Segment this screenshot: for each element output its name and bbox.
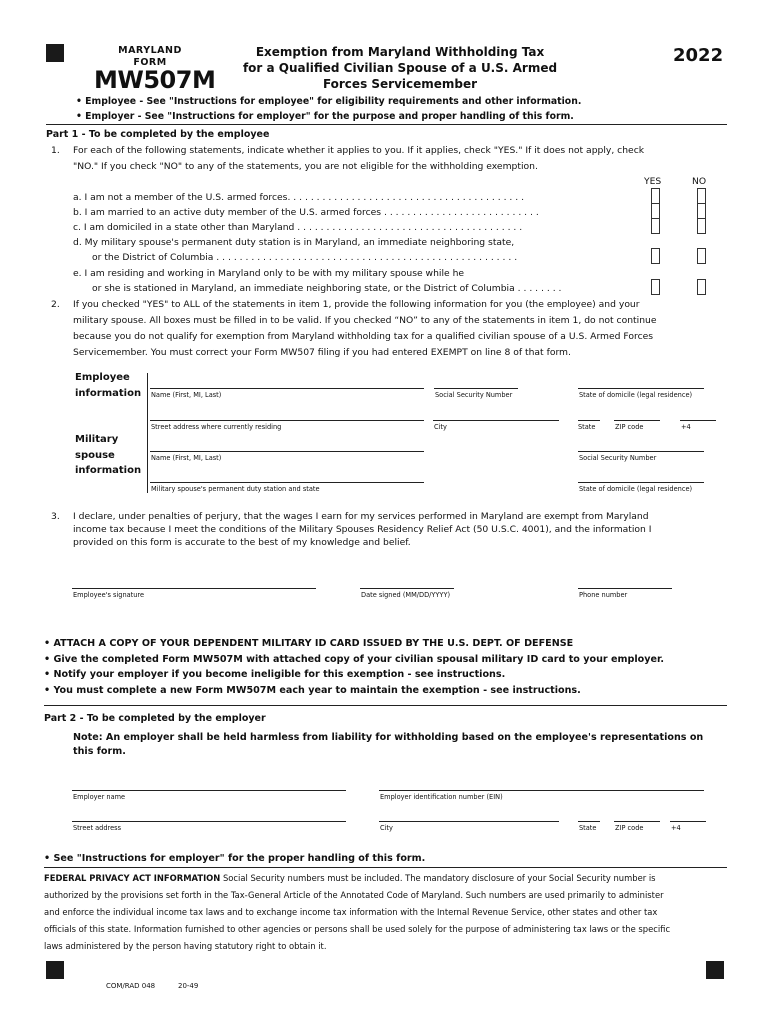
registration-mark-bottom-right <box>706 961 724 979</box>
privacy-divider <box>44 867 727 868</box>
employee-info-label-line2: information <box>75 388 142 399</box>
employee-zip4-label: +4 <box>681 423 691 431</box>
employee-zip-label: ZIP code <box>615 423 644 431</box>
employer-note-line1: Note: An employer shall be held harmless from liability for withholding based on the employee's representations on <box>73 732 704 743</box>
spouse-info-label-line1: Military <box>75 434 119 445</box>
title-line-2: for a Qualified Civilian Spouse of a U.S. Armed <box>242 61 558 75</box>
employee-name-field[interactable] <box>150 388 424 389</box>
employer-name-field[interactable] <box>72 790 346 791</box>
employee-zip4-field[interactable] <box>680 420 716 421</box>
tax-year: 2022 <box>673 45 724 66</box>
employer-zip-label: ZIP code <box>615 824 644 832</box>
part2-divider <box>44 705 727 706</box>
employer-city-label: City <box>380 824 393 832</box>
registration-mark-top-left <box>46 44 64 62</box>
info-block-divider <box>147 373 148 493</box>
statement-a-yes-checkbox[interactable] <box>651 188 660 204</box>
employee-domicile-label: State of domicile (legal residence) <box>579 391 693 399</box>
statement-e-no-checkbox[interactable] <box>697 279 706 295</box>
phone-number-label: Phone number <box>579 591 628 599</box>
item2-text-line3: because you do not qualify for exemption from Maryland withholding tax for a qualified civilian spouse of a U.S. Armed Forces <box>73 331 654 342</box>
spouse-name-label: Name (First, MI, Last) <box>151 454 222 462</box>
spouse-domicile-label: State of domicile (legal residence) <box>579 485 693 493</box>
employee-name-label: Name (First, MI, Last) <box>151 391 222 399</box>
form-code: COM/RAD 048 <box>106 982 156 990</box>
privacy-act-notice <box>44 871 734 954</box>
item1-number: 1. <box>51 145 60 156</box>
spouse-info-label-line2: spouse <box>75 450 115 461</box>
statement-b: b. I am married to an active duty member of the U.S. armed forces . . . . . . . . . . . . . . . . . . . . . . . . . . . <box>73 207 539 218</box>
employer-street-label: Street address <box>73 824 122 832</box>
employee-signature-field[interactable] <box>72 588 316 589</box>
employee-street-field[interactable] <box>150 420 424 421</box>
statement-a-no-checkbox[interactable] <box>697 188 706 204</box>
part2-heading: Part 2 - To be completed by the employer <box>44 713 266 724</box>
employer-city-field[interactable] <box>379 821 559 822</box>
employer-name-label: Employer name <box>73 793 126 801</box>
form-number: MW507M <box>94 66 216 94</box>
employee-state-label: State <box>578 423 596 431</box>
item3-text-line2: income tax because I meet the conditions of the Military Spouses Residency Relief Act (50 U.S.C. 4001), and the information I <box>73 524 652 535</box>
employee-street-label: Street address where currently residing <box>151 423 282 431</box>
form-title <box>225 44 575 92</box>
statement-c-yes-checkbox[interactable] <box>651 218 660 234</box>
item1-text-line2: "NO." If you check "NO" to any of the statements, you are not eligible for the withholding exemption. <box>73 161 538 172</box>
state-name: MARYLAND <box>118 45 182 56</box>
privacy-line1: Social Security numbers must be included. The mandatory disclosure of your Social Security number is <box>220 873 656 883</box>
employee-state-field[interactable] <box>578 420 600 421</box>
employee-city-field[interactable] <box>433 420 559 421</box>
spouse-ssn-field[interactable] <box>578 451 704 452</box>
statement-d-no-checkbox[interactable] <box>697 248 706 264</box>
notice-notify-employer: • Notify your employer if you become ineligible for this exemption - see instructions. <box>44 669 506 680</box>
form-revision: 20-49 <box>178 982 199 990</box>
employee-domicile-field[interactable] <box>578 388 704 389</box>
item2-text-line2: military spouse. All boxes must be filled in to be valid. If you checked “NO” to any of the statements in item 1, do not continue <box>73 315 657 326</box>
spouse-domicile-field[interactable] <box>578 482 704 483</box>
form-label: FORM <box>133 57 167 68</box>
privacy-line5: laws administered by the person having statutory right to obtain it. <box>44 941 327 951</box>
employee-city-label: City <box>434 423 447 431</box>
phone-number-field[interactable] <box>578 588 672 589</box>
employer-note-line2: this form. <box>73 746 126 757</box>
privacy-line3: and enforce the individual income tax laws and to exchange income tax information with the Internal Revenue Service, other states and other tax <box>44 907 658 917</box>
employee-instructions-note: • Employee - See "Instructions for employee" for eligibility requirements and other information. <box>76 96 582 107</box>
employee-zip-field[interactable] <box>614 420 660 421</box>
statement-d-line2: or the District of Columbia . . . . . . . . . . . . . . . . . . . . . . . . . . . . . . . . . . . . . . . . . . . . . . . . . . . . <box>92 252 518 263</box>
title-line-3: Forces Servicemember <box>322 77 478 91</box>
employer-state-field[interactable] <box>578 821 600 822</box>
header-divider <box>46 124 727 125</box>
part1-heading: Part 1 - To be completed by the employee <box>46 129 270 140</box>
employer-zip-field[interactable] <box>614 821 660 822</box>
title-line-1: Exemption from Maryland Withholding Tax <box>255 45 545 59</box>
employer-zip4-field[interactable] <box>670 821 706 822</box>
statement-e-yes-checkbox[interactable] <box>651 279 660 295</box>
item3-text-line3: provided on this form is accurate to the best of my knowledge and belief. <box>73 537 411 548</box>
item2-number: 2. <box>51 299 60 310</box>
notice-attach-id: • ATTACH A COPY OF YOUR DEPENDENT MILITARY ID CARD ISSUED BY THE U.S. DEPT. OF DEFENSE <box>44 638 574 649</box>
employee-signature-label: Employee's signature <box>73 591 145 599</box>
statement-a: a. I am not a member of the U.S. armed forces. . . . . . . . . . . . . . . . . . . . . . . . . . . . . . . . . . . . . . . . . <box>73 192 525 203</box>
privacy-line4: officials of this state. Information furnished to other agencies or persons shall be used solely for the purpose of administering tax laws or the specific <box>44 924 671 934</box>
privacy-heading: FEDERAL PRIVACY ACT INFORMATION <box>44 873 221 883</box>
employer-street-field[interactable] <box>72 821 346 822</box>
no-column-label: NO <box>692 176 707 187</box>
employee-info-label-line1: Employee <box>75 372 130 383</box>
item1-text-line1: For each of the following statements, indicate whether it applies to you. If it applies, check "YES." If it does not apply, check <box>73 145 645 156</box>
statement-d-line1: d. My military spouse's permanent duty station is in Maryland, an immediate neighboring state, <box>73 237 515 248</box>
item3-text-line1: I declare, under penalties of perjury, that the wages I earn for my services performed in Maryland are exempt from Maryland <box>73 511 649 522</box>
spouse-info-label-line3: information <box>75 465 142 476</box>
registration-mark-bottom-left <box>46 961 64 979</box>
employer-instructions-note: • Employer - See "Instructions for employer" for the purpose and proper handling of this form. <box>76 111 574 122</box>
spouse-ssn-label: Social Security Number <box>579 454 657 462</box>
statement-d-yes-checkbox[interactable] <box>651 248 660 264</box>
notice-give-form: • Give the completed Form MW507M with attached copy of your civilian spousal military ID card to your employer. <box>44 654 664 665</box>
spouse-duty-station-label: Military spouse's permanent duty station and state <box>151 485 320 493</box>
employer-state-label: State <box>579 824 597 832</box>
employee-ssn-field[interactable] <box>434 388 518 389</box>
yes-column-label: YES <box>644 176 662 187</box>
statement-b-no-checkbox[interactable] <box>697 203 706 219</box>
employer-ein-label: Employer identification number (EIN) <box>380 793 503 801</box>
item2-text-line4: Servicemember. You must correct your Form MW507 filing if you had entered EXEMPT on line 8 of that form. <box>73 347 571 358</box>
statement-e-line1: e. I am residing and working in Maryland only to be with my military spouse while he <box>73 268 465 279</box>
item2-text-line1: If you checked "YES" to ALL of the statements in item 1, provide the following information for you (the employee) and your <box>73 299 640 310</box>
spouse-name-field[interactable] <box>150 451 424 452</box>
employee-ssn-label: Social Security Number <box>435 391 513 399</box>
employer-zip4-label: +4 <box>671 824 681 832</box>
date-signed-label: Date signed (MM/DD/YYYY) <box>361 591 451 599</box>
date-signed-field[interactable] <box>360 588 454 589</box>
employer-ein-field[interactable] <box>379 790 704 791</box>
employer-instructions-reminder: • See "Instructions for employer" for the proper handling of this form. <box>44 853 426 864</box>
statement-e-line2: or she is stationed in Maryland, an immediate neighboring state, or the District of Columbia . . . . . . . . <box>92 283 562 294</box>
item3-number: 3. <box>51 511 60 522</box>
statement-c: c. I am domiciled in a state other than Maryland . . . . . . . . . . . . . . . . . . . . . . . . . . . . . . . . . . . . . . . <box>73 222 523 233</box>
notice-new-form-yearly: • You must complete a new Form MW507M each year to maintain the exemption - see instructions. <box>44 685 581 696</box>
spouse-duty-station-field[interactable] <box>150 482 424 483</box>
statement-c-no-checkbox[interactable] <box>697 218 706 234</box>
statement-b-yes-checkbox[interactable] <box>651 203 660 219</box>
privacy-line2: authorized by the provisions set forth in the Tax-General Article of the Annotated Code of Maryland. Such numbers are used primarily to administer <box>44 890 664 900</box>
